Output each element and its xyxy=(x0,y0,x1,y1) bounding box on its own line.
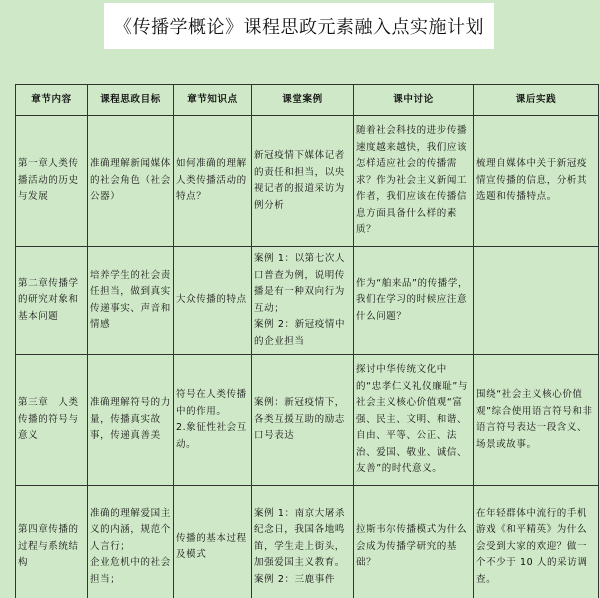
header-case: 课堂案例 xyxy=(252,85,354,116)
table-row xyxy=(16,355,599,486)
cell-case: 案例 1：南京大屠杀纪念日，我国各地鸣笛，学生走上街头，加强爱国主义教育。 案例 2：三鹿事件 xyxy=(252,486,354,598)
page-title: 《传播学概论》课程思政元素融入点实施计划 xyxy=(104,3,494,49)
cell-case: 案例 1：以第七次人口普查为例，说明传播是有一种双向行为互动； 案例 2：新冠疫情中的企业担当 xyxy=(252,247,354,355)
cell-discussion: 作为“舶来品”的传播学，我们在学习的时候应注意什么问题？ xyxy=(354,247,474,355)
cell-goal: 准确理解符号的力量，传播真实故事，传递真善美 xyxy=(88,355,174,486)
cell-goal: 准确的理解爱国主义的内涵，规范个人言行； 企业危机中的社会担当； xyxy=(88,486,174,598)
cell-knowledge: 符号在人类传播中的作用。 2.象征性社会互动。 xyxy=(174,355,252,486)
header-chapter: 章节内容 xyxy=(16,85,88,116)
cell-case: 案例：新冠疫情下，各类互援互助的励志口号表达 xyxy=(252,355,354,486)
header-knowledge: 章节知识点 xyxy=(174,85,252,116)
table-header-row xyxy=(16,85,599,116)
plan-table xyxy=(15,84,599,598)
cell-discussion: 探讨中华传统文化中的“忠孝仁义礼仪廉耻”与社会主义核心价值观“富强、民主、文明、和谐、自由、平等、公正、法治、爱国、敬业、诚信、友善”的时代意义。 xyxy=(354,355,474,486)
header-goal: 课程思政目标 xyxy=(88,85,174,116)
cell-knowledge: 如何准确的理解人类传播活动的特点？ xyxy=(174,116,252,247)
cell-discussion: 随着社会科技的进步传播速度越来越快，我们应该怎样适应社会的传播需求？作为社会主义新闻工作者，我们应该在传播信息方面具备什么样的素质？ xyxy=(354,116,474,247)
cell-goal: 培养学生的社会责任担当，做到真实传递事实、声音和情感 xyxy=(88,247,174,355)
header-practice: 课后实践 xyxy=(474,85,599,116)
cell-chapter: 第三章 人类传播的符号与意义 xyxy=(16,355,88,486)
cell-discussion: 拉斯韦尔传播模式为什么会成为传播学研究的基础？ xyxy=(354,486,474,598)
table-row xyxy=(16,116,599,247)
cell-chapter: 第四章传播的过程与系统结构 xyxy=(16,486,88,598)
table-row xyxy=(16,486,599,598)
cell-practice: 在年轻群体中流行的手机游戏《和平精英》为什么会受到大家的欢迎？做一个不少于 10 人的采访调查。 xyxy=(474,486,599,598)
cell-case: 新冠疫情下媒体记者的责任和担当，以央视记者的报道采访为例分析 xyxy=(252,116,354,247)
cell-practice xyxy=(474,247,599,355)
plan-table-container xyxy=(15,84,599,598)
cell-knowledge: 大众传播的特点 xyxy=(174,247,252,355)
cell-goal: 准确理解新闻媒体的社会角色（社会公器） xyxy=(88,116,174,247)
cell-practice: 围绕“社会主义核心价值观”综合使用语言符号和非语言符号表达一段含义、场景或故事。 xyxy=(474,355,599,486)
cell-knowledge: 传播的基本过程及模式 xyxy=(174,486,252,598)
table-row xyxy=(16,247,599,355)
header-discussion: 课中讨论 xyxy=(354,85,474,116)
cell-practice: 梳理自媒体中关于新冠疫情宣传播的信息，分析其选题和传播特点。 xyxy=(474,116,599,247)
cell-chapter: 第一章人类传播活动的历史与发展 xyxy=(16,116,88,247)
cell-chapter: 第二章传播学的研究对象和基本问题 xyxy=(16,247,88,355)
